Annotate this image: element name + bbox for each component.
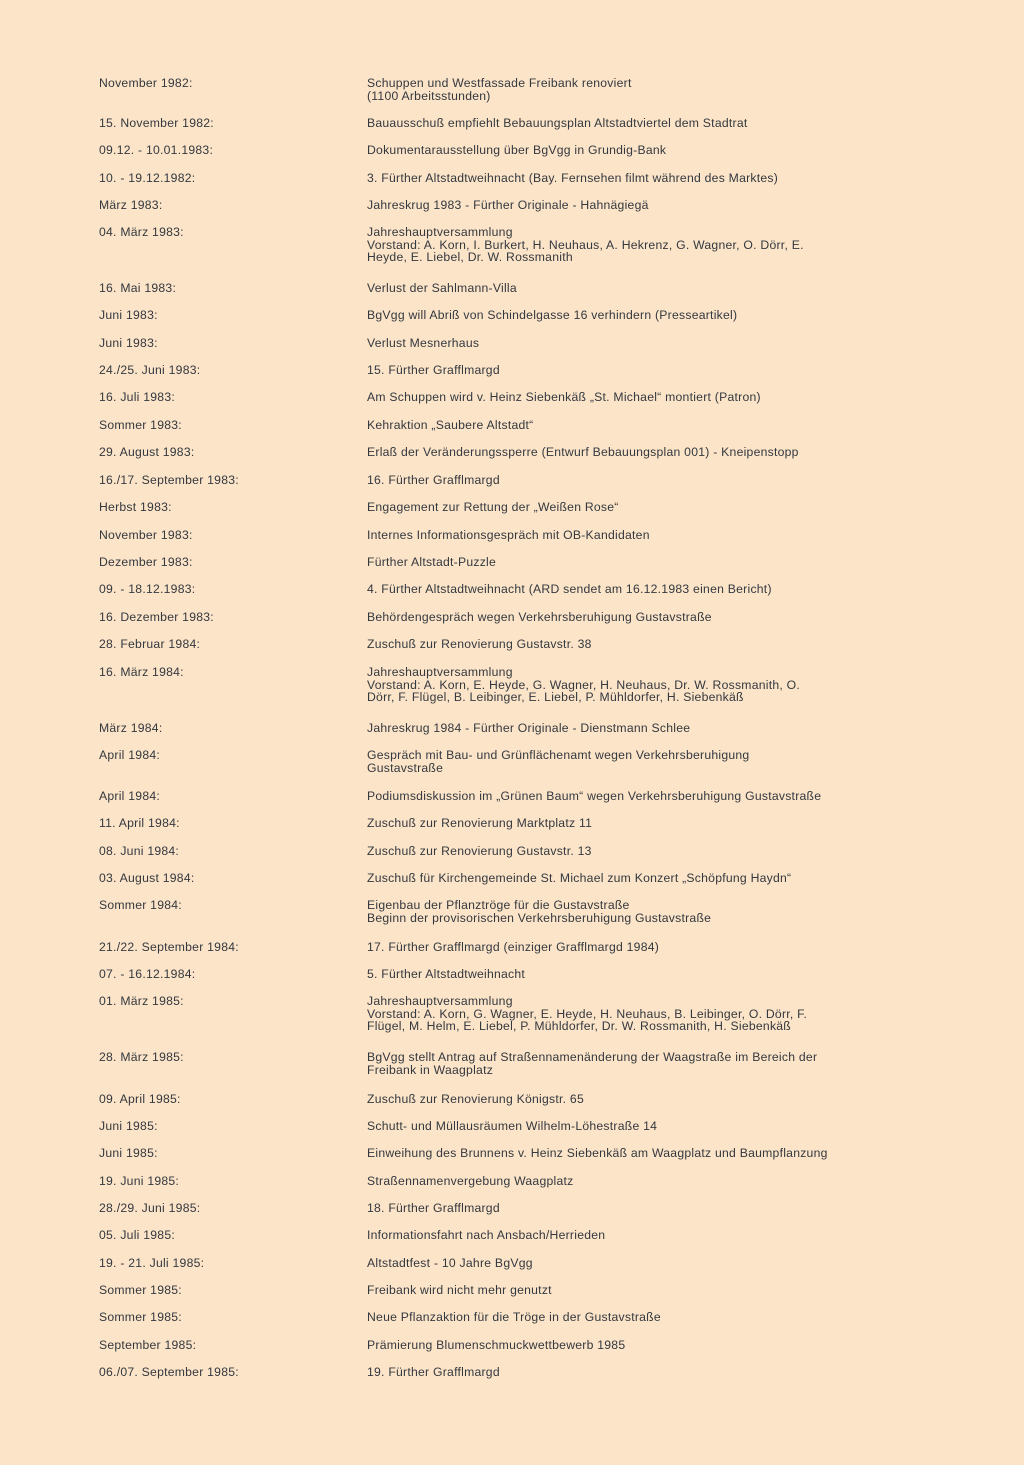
entry-date: 01. März 1985:: [99, 994, 184, 1008]
entry-description-line: Zuschuß zur Renovierung Gustavstr. 13: [367, 844, 592, 858]
entry-description-line: Zuschuß zur Renovierung Gustavstr. 38: [367, 637, 592, 651]
entry-description: [367, 1284, 879, 1297]
entry-date: Sommer 1984:: [99, 898, 182, 912]
entry-description-line: Verlust Mesnerhaus: [367, 336, 480, 350]
entry-description-line: 18. Fürther Grafflmargd: [367, 1201, 500, 1215]
entry-description: [367, 364, 879, 377]
entry-description: [367, 282, 879, 295]
entry-description-line: Flügel, M. Helm, E. Liebel, P. Mühldorfer, Dr. W. Rossmanith, H. Siebenkäß: [367, 1019, 792, 1033]
entry-date: 09. April 1985:: [99, 1092, 181, 1106]
entry-description-line: 15. Fürther Grafflmargd: [367, 363, 500, 377]
entry-description: [367, 666, 879, 704]
entry-description: [367, 309, 879, 322]
entry-description: [367, 226, 879, 264]
entry-description-line: Prämierung Blumenschmuckwettbewerb 1985: [367, 1338, 626, 1352]
entry-description: [367, 817, 879, 830]
entry-description-line: Jahreshauptversammlung: [367, 665, 513, 679]
entry-date: 03. August 1984:: [99, 871, 195, 885]
entry-description-line: Altstadtfest - 10 Jahre BgVgg: [367, 1256, 533, 1270]
entry-description: [367, 556, 879, 569]
entry-date: 28./29. Juni 1985:: [99, 1201, 201, 1215]
entry-description-line: Freibank in Waagplatz: [367, 1062, 494, 1077]
entry-description-line: Jahreshauptversammlung: [367, 225, 513, 239]
entry-date: 29. August 1983:: [99, 445, 195, 459]
entry-description: [367, 1093, 879, 1106]
entry-description: [367, 117, 879, 130]
entry-description-line: Neue Pflanzaktion für die Tröge in der Gustavstraße: [367, 1310, 661, 1324]
entry-description-line: Jahreskrug 1984 - Fürther Originale - Dienstmann Schlee: [367, 721, 691, 735]
entry-description-line: Vorstand: A. Korn, G. Wagner, E. Heyde, H. Neuhaus, B. Leibinger, O. Dörr, F.: [367, 1006, 808, 1021]
entry-date: 05. Juli 1985:: [99, 1228, 176, 1242]
entry-date: 06./07. September 1985:: [99, 1365, 239, 1379]
entry-date: 07. - 16.12.1984:: [99, 967, 196, 981]
entry-description: [367, 872, 879, 885]
entry-description: [367, 611, 879, 624]
entry-description-line: Zuschuß für Kirchengemeinde St. Michael zum Konzert „Schöpfung Haydn“: [367, 871, 792, 885]
entry-date: 11. April 1984:: [99, 816, 180, 830]
entry-description-line: Podiumsdiskussion im „Grünen Baum“ wegen Verkehrsberuhigung Gustavstraße: [367, 789, 822, 803]
entry-description: [367, 474, 879, 487]
entry-date: 16. Juli 1983:: [99, 390, 176, 404]
entry-date: Dezember 1983:: [99, 555, 193, 569]
entry-date: 15. November 1982:: [99, 116, 214, 130]
entry-description: [367, 899, 879, 924]
entry-description: [367, 845, 879, 858]
entry-description: [367, 199, 879, 212]
entry-description: [367, 1311, 879, 1324]
entry-description: [367, 968, 879, 981]
entry-date: März 1983:: [99, 198, 163, 212]
entry-date: April 1984:: [99, 748, 161, 762]
entry-date: September 1985:: [99, 1338, 197, 1352]
entry-date: 21./22. September 1984:: [99, 940, 239, 954]
entry-description: [367, 337, 879, 350]
entry-description-line: 4. Fürther Altstadtweihnacht (ARD sendet am 16.12.1983 einen Bericht): [367, 582, 772, 596]
entry-date: 10. - 19.12.1982:: [99, 171, 196, 185]
entry-description-line: Kehraktion „Saubere Altstadt“: [367, 418, 534, 432]
entry-description-line: Beginn der provisorischen Verkehrsberuhigung Gustavstraße: [367, 910, 712, 925]
entry-description-line: Verlust der Sahlmann-Villa: [367, 281, 517, 295]
entry-description-line: Zuschuß zur Renovierung Marktplatz 11: [367, 816, 593, 830]
entry-description-line: BgVgg stellt Antrag auf Straßennamenänderung der Waagstraße im Bereich der: [367, 1050, 818, 1064]
entry-description-line: Schuppen und Westfassade Freibank renoviert: [367, 76, 632, 90]
entry-description-line: Bauausschuß empfiehlt Bebauungsplan Altstadtviertel dem Stadtrat: [367, 116, 748, 130]
entry-description-line: Jahreshauptversammlung: [367, 994, 513, 1008]
entry-date: 16. Mai 1983:: [99, 281, 177, 295]
entry-description: [367, 1202, 879, 1215]
entry-description: [367, 941, 879, 954]
entry-date: 09. - 18.12.1983:: [99, 582, 196, 596]
entry-date: Juni 1983:: [99, 336, 158, 350]
entry-description: [367, 1339, 879, 1352]
entry-description-line: Straßennamenvergebung Waagplatz: [367, 1174, 574, 1188]
entry-description: [367, 1120, 879, 1133]
entry-date: November 1983:: [99, 528, 193, 542]
entry-date: Herbst 1983:: [99, 500, 172, 514]
entry-date: 19. - 21. Juli 1985:: [99, 1256, 205, 1270]
entry-description-line: Heyde, E. Liebel, Dr. W. Rossmanith: [367, 250, 573, 264]
entry-description-line: Dokumentarausstellung über BgVgg in Grundig-Bank: [367, 143, 667, 157]
entry-description: [367, 77, 879, 102]
entry-description-line: Informationsfahrt nach Ansbach/Herrieden: [367, 1228, 606, 1242]
entry-date: April 1984:: [99, 789, 161, 803]
entry-description-line: 16. Fürther Grafflmargd: [367, 473, 500, 487]
entry-date: 08. Juni 1984:: [99, 844, 180, 858]
entry-description-line: 19. Fürther Grafflmargd: [367, 1365, 500, 1379]
entry-date: Sommer 1983:: [99, 418, 182, 432]
entry-description-line: Vorstand: A. Korn, I. Burkert, H. Neuhaus, A. Hekrenz, G. Wagner, O. Dörr, E.: [367, 237, 804, 252]
entry-description: [367, 1229, 879, 1242]
entry-description-line: Vorstand: A. Korn, E. Heyde, G. Wagner, H. Neuhaus, Dr. W. Rossmanith, O.: [367, 677, 801, 692]
entry-date: 28. März 1985:: [99, 1050, 184, 1064]
entry-date: 16./17. September 1983:: [99, 473, 239, 487]
entry-description-line: BgVgg will Abriß von Schindelgasse 16 verhindern (Presseartikel): [367, 308, 738, 322]
entry-description: [367, 501, 879, 514]
entry-description: [367, 144, 879, 157]
entry-description-line: Erlaß der Veränderungssperre (Entwurf Bebauungsplan 001) - Kneipenstopp: [367, 445, 799, 459]
entry-description-line: (1100 Arbeitsstunden): [367, 88, 491, 103]
entry-date: 16. Dezember 1983:: [99, 610, 214, 624]
entry-date: Juni 1983:: [99, 308, 158, 322]
entry-description: [367, 1257, 879, 1270]
entry-date: Juni 1985:: [99, 1146, 158, 1160]
entry-description-line: Gustavstraße: [367, 760, 444, 775]
entry-description-line: Dörr, F. Flügel, B. Leibinger, E. Liebel, P. Mühldorfer, H. Siebenkäß: [367, 690, 744, 704]
entry-description-line: Schutt- und Müllausräumen Wilhelm-Löhestraße 14: [367, 1119, 658, 1133]
entry-description-line: Freibank wird nicht mehr genutzt: [367, 1283, 552, 1297]
entry-description: [367, 1366, 879, 1379]
entry-description: [367, 446, 879, 459]
entry-description-line: 17. Fürther Grafflmargd (einziger Grafflmargd 1984): [367, 940, 660, 954]
entry-description-line: Eigenbau der Pflanztröge für die Gustavstraße: [367, 898, 630, 912]
entry-description: [367, 1051, 879, 1076]
entry-description-line: Gespräch mit Bau- und Grünflächenamt wegen Verkehrsberuhigung: [367, 748, 750, 762]
entry-description: [367, 529, 879, 542]
entry-description-line: 3. Fürther Altstadtweihnacht (Bay. Fernsehen filmt während des Marktes): [367, 171, 779, 185]
entry-description: [367, 1175, 879, 1188]
entry-description: [367, 391, 879, 404]
entry-description: [367, 638, 879, 651]
entry-description: [367, 995, 879, 1033]
entry-description-line: Internes Informationsgespräch mit OB-Kandidaten: [367, 528, 650, 542]
entry-date: 28. Februar 1984:: [99, 637, 201, 651]
entry-description-line: Engagement zur Rettung der „Weißen Rose“: [367, 500, 619, 514]
entry-date: 19. Juni 1985:: [99, 1174, 180, 1188]
entry-date: Juni 1985:: [99, 1119, 158, 1133]
entry-description: [367, 583, 879, 596]
entry-date: Sommer 1985:: [99, 1283, 182, 1297]
entry-description-line: Fürther Altstadt-Puzzle: [367, 555, 497, 569]
entry-description: [367, 722, 879, 735]
entry-description-line: 5. Fürther Altstadtweihnacht: [367, 967, 526, 981]
entry-description: [367, 419, 879, 432]
entry-description-line: Am Schuppen wird v. Heinz Siebenkäß „St. Michael“ montiert (Patron): [367, 390, 761, 404]
entry-date: 16. März 1984:: [99, 665, 184, 679]
entry-description-line: Behördengespräch wegen Verkehrsberuhigung Gustavstraße: [367, 610, 712, 624]
entry-date: Sommer 1985:: [99, 1310, 182, 1324]
entry-description-line: Zuschuß zur Renovierung Königstr. 65: [367, 1092, 584, 1106]
entry-date: 24./25. Juni 1983:: [99, 363, 201, 377]
entry-description: [367, 1147, 879, 1160]
entry-date: März 1984:: [99, 721, 163, 735]
entry-description-line: Jahreskrug 1983 - Fürther Originale - Hahnägiegä: [367, 198, 649, 212]
entry-date: 04. März 1983:: [99, 225, 184, 239]
entry-description-line: Einweihung des Brunnens v. Heinz Siebenkäß am Waagplatz und Baumpflanzung: [367, 1146, 828, 1160]
entry-description: [367, 172, 879, 185]
entry-date: 09.12. - 10.01.1983:: [99, 143, 214, 157]
entry-description: [367, 790, 879, 803]
entry-description: [367, 749, 879, 774]
entry-date: November 1982:: [99, 76, 193, 90]
